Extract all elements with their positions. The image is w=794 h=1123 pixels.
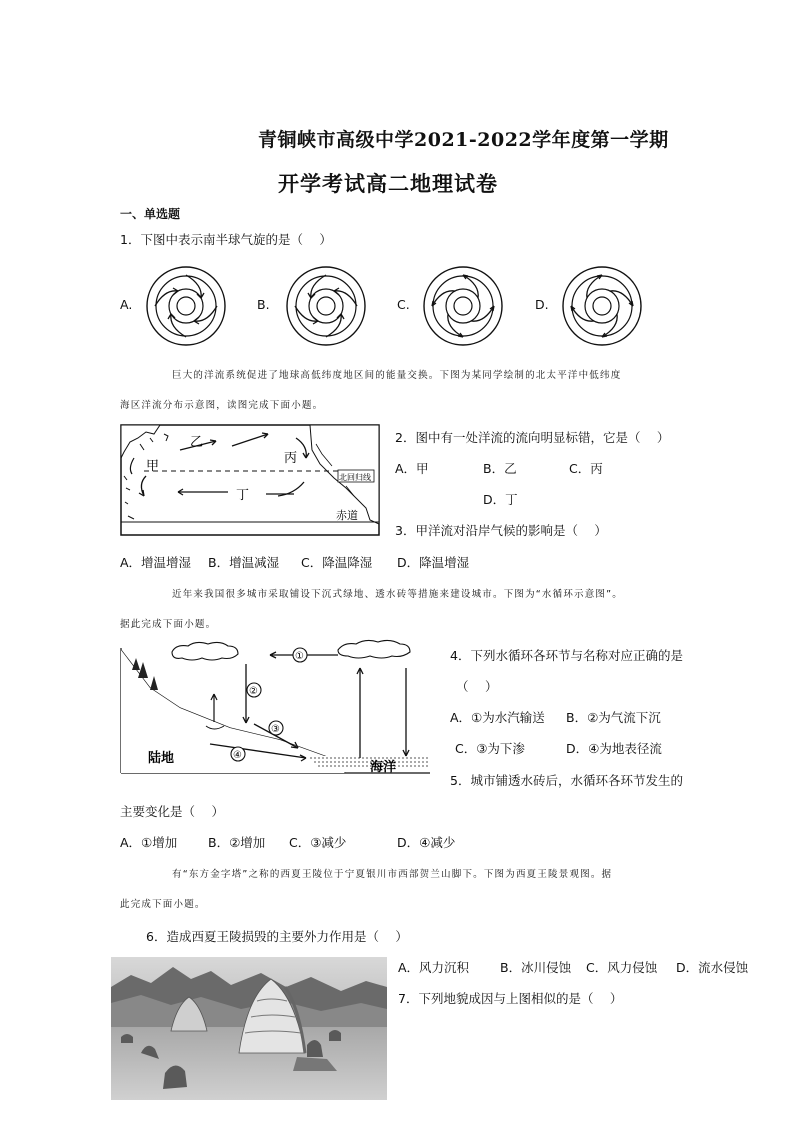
- exam-title-line2: 开学考试高二地理试卷: [278, 171, 498, 196]
- passage1-line2: 海区洋流分布示意图，读图完成下面小题。: [120, 400, 324, 411]
- q6-option-d: D．流水侵蚀: [676, 960, 749, 975]
- q1-option-c-label: C.: [397, 297, 410, 312]
- q3-option-a: A．增温增湿: [120, 555, 192, 570]
- q5-option-a: A．①增加: [120, 835, 178, 850]
- current-label-yi: 乙: [190, 435, 204, 450]
- q6-option-b: B．冰川侵蚀: [500, 960, 572, 975]
- section-single-choice: 一、单选题: [120, 207, 181, 221]
- exam-title-line1: 青铜峡市高级中学2021-2022学年度第一学期: [258, 129, 669, 151]
- q5-option-c: C．③减少: [289, 835, 347, 850]
- q1-option-a-label: A.: [120, 297, 133, 312]
- current-label-bing: 丙: [284, 451, 298, 466]
- cyclone-diagram-b: [285, 265, 367, 347]
- q1-stem: 1．下图中表示南半球气旋的是（ ）: [120, 232, 332, 247]
- q5-option-d: D．④减少: [397, 835, 456, 850]
- q4-option-d: D．④为地表径流: [566, 741, 662, 756]
- q4-option-b: B．②为气流下沉: [566, 710, 661, 725]
- passage2-line1: 近年来我国很多城市采取铺设下沉式绿地、透水砖等措施来建设城市。下图为“水循环示意图”。: [172, 589, 623, 600]
- water-cycle-label-3: ③: [271, 724, 280, 735]
- q2-option-b: B．乙: [483, 461, 517, 476]
- q4-stem: 4．下列水循环各环节与名称对应正确的是: [450, 648, 683, 663]
- passage2-line2: 据此完成下面小题。: [120, 619, 217, 630]
- q4-option-a: A．①为水汽输送: [450, 710, 545, 725]
- land-label: 陆地: [148, 751, 175, 766]
- current-label-ding: 丁: [236, 488, 250, 503]
- cyclone-diagram-a: [145, 265, 227, 347]
- q6-stem: 6．造成西夏王陵损毁的主要外力作用是（ ）: [146, 929, 408, 944]
- q5-stem-part2: 主要变化是（ ）: [120, 804, 224, 819]
- q5-stem-part1: 5．城市铺透水砖后，水循环各环节发生的: [450, 773, 683, 788]
- passage3-line2: 此完成下面小题。: [120, 899, 206, 910]
- q1-option-b-label: B.: [257, 297, 270, 312]
- sea-label: 海洋: [370, 760, 397, 775]
- water-cycle-label-1: ①: [295, 651, 304, 662]
- xixia-tombs-photo: [111, 957, 387, 1100]
- q2-option-a: A．甲: [395, 461, 429, 476]
- q5-option-b: B．②增加: [208, 835, 266, 850]
- q2-option-c: C．丙: [569, 461, 603, 476]
- q7-stem: 7．下列地貌成因与上图相似的是（ ）: [398, 991, 623, 1006]
- q3-option-b: B．增温减湿: [208, 555, 280, 570]
- equator-label: 赤道: [336, 509, 358, 522]
- north-pacific-current-map: [120, 424, 380, 536]
- cyclone-diagram-d: [561, 265, 643, 347]
- passage1-line1: 巨大的洋流系统促进了地球高低纬度地区间的能量交换。下图为某同学绘制的北太平洋中低纬度: [172, 370, 622, 381]
- cyclone-diagram-c: [422, 265, 504, 347]
- q4-option-c: C．③为下渗: [455, 741, 525, 756]
- q4-paren: （ ）: [456, 679, 498, 694]
- water-cycle-label-2: ②: [249, 686, 258, 697]
- passage3-line1: 有“东方金字塔”之称的西夏王陵位于宁夏银川市西部贺兰山脚下。下图为西夏王陵景观图。据: [172, 869, 613, 880]
- q3-option-c: C．降温降湿: [301, 555, 373, 570]
- q3-stem: 3．甲洋流对沿岸气候的影响是（ ）: [395, 523, 607, 538]
- q6-option-c: C．风力侵蚀: [586, 960, 658, 975]
- q1-option-d-label: D.: [535, 297, 549, 312]
- water-cycle-label-4: ④: [233, 750, 242, 761]
- current-label-jia: 甲: [146, 459, 160, 474]
- water-cycle-diagram: [120, 638, 435, 776]
- q2-stem: 2．图中有一处洋流的流向明显标错，它是（ ）: [395, 430, 670, 445]
- q6-option-a: A．风力沉积: [398, 960, 470, 975]
- q2-option-d: D．丁: [483, 492, 518, 507]
- q3-option-d: D．降温增湿: [397, 555, 470, 570]
- tropic-of-cancer-label: 北回归线: [339, 473, 371, 482]
